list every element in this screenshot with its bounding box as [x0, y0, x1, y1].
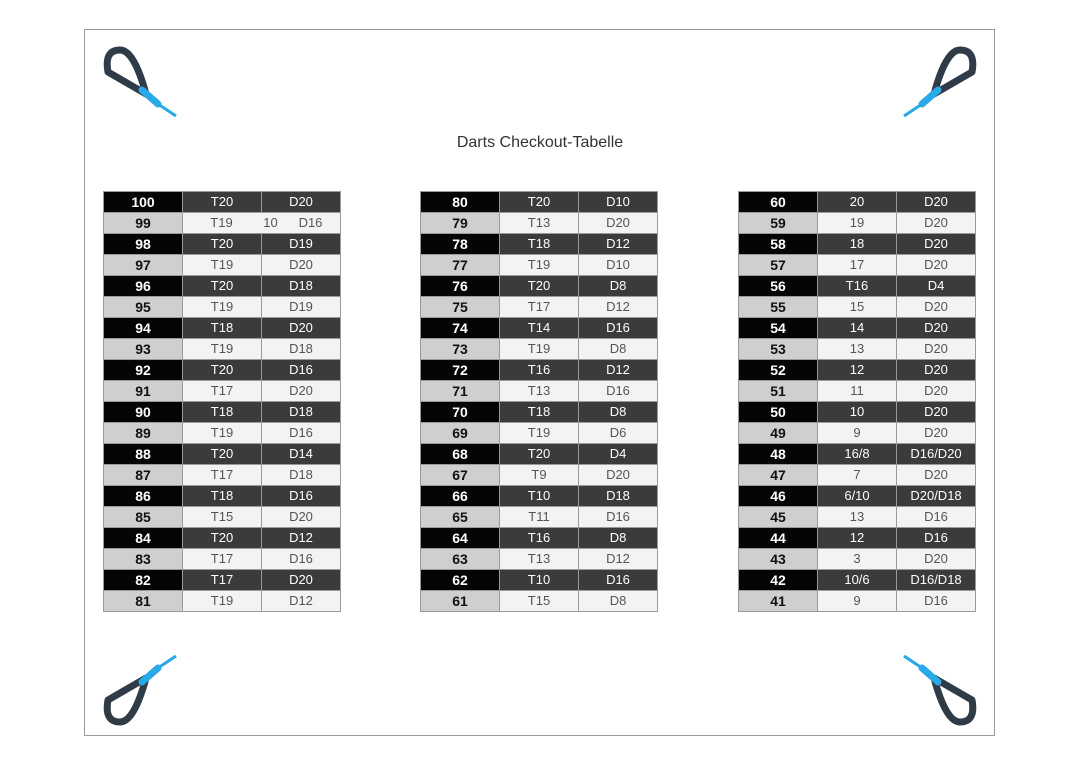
finish-dart-cell: D20 [897, 465, 976, 486]
checkout-table-100-81 [103, 191, 341, 612]
score-cell: 91 [104, 381, 183, 402]
score-cell: 92 [104, 360, 183, 381]
table-row [421, 549, 658, 570]
score-cell: 72 [421, 360, 500, 381]
table-row [739, 570, 976, 591]
finish-dart-cell: D20 [897, 318, 976, 339]
first-dart-cell: T15 [183, 507, 262, 528]
finish-dart-cell: D20 [262, 381, 341, 402]
finish-dart-cell: D8 [579, 591, 658, 612]
table-row [421, 255, 658, 276]
score-cell: 98 [104, 234, 183, 255]
table-row [104, 381, 341, 402]
score-cell: 84 [104, 528, 183, 549]
checkout-table-80-61 [420, 191, 658, 612]
finish-dart-cell: D20 [262, 318, 341, 339]
finish-dart-cell: D16 [298, 215, 323, 230]
table-row [421, 465, 658, 486]
finish-dart-cell: D16/D20 [897, 444, 976, 465]
dart-icon-bottom-right [900, 650, 980, 730]
dart-icon-top-right [900, 42, 980, 122]
first-dart-cell: 16/8 [818, 444, 897, 465]
finish-dart-cell: D18 [262, 276, 341, 297]
score-cell: 95 [104, 297, 183, 318]
second-dart-cell: 10 [263, 215, 278, 230]
finish-dart-cell: D12 [579, 234, 658, 255]
table-row [104, 297, 341, 318]
table-row [739, 444, 976, 465]
finish-dart-cell: D20 [897, 423, 976, 444]
first-dart-cell: T19 [183, 339, 262, 360]
score-cell: 54 [739, 318, 818, 339]
finish-dart-cell: D20 [262, 192, 341, 213]
score-cell: 45 [739, 507, 818, 528]
table-row [104, 234, 341, 255]
score-cell: 79 [421, 213, 500, 234]
table-row [421, 423, 658, 444]
first-dart-cell: T10 [500, 570, 579, 591]
score-cell: 88 [104, 444, 183, 465]
first-dart-cell: T19 [210, 215, 233, 230]
score-cell: 50 [739, 402, 818, 423]
score-cell: 77 [421, 255, 500, 276]
table-row [739, 549, 976, 570]
score-cell: 55 [739, 297, 818, 318]
first-dart-cell: T20 [500, 276, 579, 297]
checkout-table-60-41 [738, 191, 976, 612]
finish-dart-cell: D16 [579, 381, 658, 402]
first-dart-cell: 18 [818, 234, 897, 255]
table-row [739, 528, 976, 549]
table-row [104, 423, 341, 444]
finish-dart-cell: D10 [579, 192, 658, 213]
score-cell: 83 [104, 549, 183, 570]
finish-dart-cell: D20 [897, 213, 976, 234]
table-row [421, 444, 658, 465]
table-row [421, 528, 658, 549]
first-dart-cell: T20 [183, 444, 262, 465]
finish-dart-cell: D16 [579, 570, 658, 591]
first-dart-cell: 11 [818, 381, 897, 402]
table-row [739, 402, 976, 423]
finish-dart-cell: D12 [579, 297, 658, 318]
score-cell: 56 [739, 276, 818, 297]
first-dart-cell: T20 [500, 192, 579, 213]
score-cell: 96 [104, 276, 183, 297]
finish-dart-cell: D20 [262, 507, 341, 528]
score-cell: 48 [739, 444, 818, 465]
table-row [739, 297, 976, 318]
finish-dart-cell: D12 [579, 549, 658, 570]
table-row [421, 507, 658, 528]
first-dart-cell: T16 [500, 528, 579, 549]
table-row [104, 360, 341, 381]
score-cell: 62 [421, 570, 500, 591]
finish-dart-cell: D10 [579, 255, 658, 276]
finish-dart-cell: D12 [262, 528, 341, 549]
first-dart-cell: T17 [183, 549, 262, 570]
first-dart-cell: 12 [818, 528, 897, 549]
table-row [739, 318, 976, 339]
table-row [739, 507, 976, 528]
score-cell: 53 [739, 339, 818, 360]
finish-dart-cell: D18 [262, 465, 341, 486]
table-row [739, 486, 976, 507]
score-cell: 68 [421, 444, 500, 465]
score-cell: 49 [739, 423, 818, 444]
checkout-split-cell [183, 213, 341, 234]
table-row [104, 192, 341, 213]
dart-icon-bottom-left [100, 650, 180, 730]
score-cell: 99 [104, 213, 183, 234]
first-dart-cell: T17 [183, 465, 262, 486]
finish-dart-cell: D20 [897, 381, 976, 402]
finish-dart-cell: D12 [262, 591, 341, 612]
score-cell: 59 [739, 213, 818, 234]
first-dart-cell: 20 [818, 192, 897, 213]
first-dart-cell: 6/10 [818, 486, 897, 507]
score-cell: 93 [104, 339, 183, 360]
finish-dart-cell: D16 [262, 360, 341, 381]
table-row [104, 465, 341, 486]
table-row [739, 381, 976, 402]
first-dart-cell: T18 [183, 318, 262, 339]
score-cell: 80 [421, 192, 500, 213]
first-dart-cell: T16 [818, 276, 897, 297]
table-row [104, 591, 341, 612]
table-row [104, 276, 341, 297]
score-cell: 97 [104, 255, 183, 276]
score-cell: 89 [104, 423, 183, 444]
first-dart-cell: 10/6 [818, 570, 897, 591]
score-cell: 85 [104, 507, 183, 528]
table-row [421, 234, 658, 255]
table-row [739, 234, 976, 255]
table-row [421, 213, 658, 234]
table-row [739, 213, 976, 234]
finish-dart-cell: D6 [579, 423, 658, 444]
first-dart-cell: T19 [500, 423, 579, 444]
first-dart-cell: T19 [183, 423, 262, 444]
score-cell: 44 [739, 528, 818, 549]
finish-dart-cell: D20/D18 [897, 486, 976, 507]
first-dart-cell: 14 [818, 318, 897, 339]
first-dart-cell: 12 [818, 360, 897, 381]
table-row [421, 276, 658, 297]
first-dart-cell: T19 [500, 255, 579, 276]
table-row [739, 192, 976, 213]
finish-dart-cell: D16 [262, 549, 341, 570]
score-cell: 66 [421, 486, 500, 507]
first-dart-cell: 19 [818, 213, 897, 234]
finish-dart-cell: D16 [897, 591, 976, 612]
finish-dart-cell: D20 [897, 549, 976, 570]
score-cell: 41 [739, 591, 818, 612]
score-cell: 43 [739, 549, 818, 570]
table-row [104, 318, 341, 339]
first-dart-cell: T11 [500, 507, 579, 528]
score-cell: 63 [421, 549, 500, 570]
first-dart-cell: T18 [500, 402, 579, 423]
score-cell: 51 [739, 381, 818, 402]
first-dart-cell: T16 [500, 360, 579, 381]
finish-dart-cell: D8 [579, 276, 658, 297]
score-cell: 58 [739, 234, 818, 255]
finish-dart-cell: D16 [262, 423, 341, 444]
table-row [739, 339, 976, 360]
finish-dart-cell: D19 [262, 297, 341, 318]
score-cell: 82 [104, 570, 183, 591]
finish-dart-cell: D20 [897, 297, 976, 318]
finish-dart-cell: D20 [262, 255, 341, 276]
finish-dart-cell: D16 [579, 318, 658, 339]
table-row [104, 570, 341, 591]
first-dart-cell: T13 [500, 381, 579, 402]
finish-dart-cell: D18 [579, 486, 658, 507]
score-cell: 90 [104, 402, 183, 423]
table-row [739, 423, 976, 444]
finish-dart-cell: D4 [579, 444, 658, 465]
first-dart-cell: T20 [183, 528, 262, 549]
table-row [421, 381, 658, 402]
table-row [739, 255, 976, 276]
first-dart-cell: T19 [183, 297, 262, 318]
score-cell: 78 [421, 234, 500, 255]
finish-dart-cell: D20 [579, 465, 658, 486]
score-cell: 47 [739, 465, 818, 486]
first-dart-cell: T19 [500, 339, 579, 360]
first-dart-cell: T14 [500, 318, 579, 339]
score-cell: 70 [421, 402, 500, 423]
finish-dart-cell: D20 [262, 570, 341, 591]
dart-icon-top-left [100, 42, 180, 122]
table-row [421, 297, 658, 318]
first-dart-cell: T20 [183, 234, 262, 255]
table-row [104, 507, 341, 528]
finish-dart-cell: D18 [262, 402, 341, 423]
score-cell: 69 [421, 423, 500, 444]
table-row [421, 486, 658, 507]
first-dart-cell: T15 [500, 591, 579, 612]
table-row [421, 570, 658, 591]
score-cell: 42 [739, 570, 818, 591]
table-row [104, 549, 341, 570]
table-row [104, 486, 341, 507]
finish-dart-cell: D20 [897, 234, 976, 255]
table-row [739, 276, 976, 297]
first-dart-cell: T19 [183, 591, 262, 612]
first-dart-cell: T18 [183, 486, 262, 507]
finish-dart-cell: D16 [262, 486, 341, 507]
first-dart-cell: 9 [818, 423, 897, 444]
first-dart-cell: 17 [818, 255, 897, 276]
score-cell: 76 [421, 276, 500, 297]
first-dart-cell: 7 [818, 465, 897, 486]
score-cell: 67 [421, 465, 500, 486]
finish-dart-cell: D20 [897, 402, 976, 423]
first-dart-cell: T19 [183, 255, 262, 276]
first-dart-cell: 15 [818, 297, 897, 318]
first-dart-cell: 13 [818, 507, 897, 528]
table-row [104, 444, 341, 465]
finish-dart-cell: D8 [579, 402, 658, 423]
finish-dart-cell: D8 [579, 339, 658, 360]
table-row [421, 339, 658, 360]
table-row [104, 339, 341, 360]
score-cell: 61 [421, 591, 500, 612]
table-row [104, 255, 341, 276]
finish-dart-cell: D20 [579, 213, 658, 234]
score-cell: 100 [104, 192, 183, 213]
table-row [104, 528, 341, 549]
first-dart-cell: T20 [183, 276, 262, 297]
first-dart-cell: T13 [500, 549, 579, 570]
finish-dart-cell: D16 [897, 507, 976, 528]
first-dart-cell: T18 [183, 402, 262, 423]
finish-dart-cell: D16 [897, 528, 976, 549]
table-row [104, 402, 341, 423]
table-row [421, 591, 658, 612]
first-dart-cell: 13 [818, 339, 897, 360]
finish-dart-cell: D16/D18 [897, 570, 976, 591]
table-row [421, 402, 658, 423]
finish-dart-cell: D12 [579, 360, 658, 381]
table-row [421, 360, 658, 381]
first-dart-cell: T10 [500, 486, 579, 507]
score-cell: 46 [739, 486, 818, 507]
table-row [421, 192, 658, 213]
score-cell: 73 [421, 339, 500, 360]
first-dart-cell: 9 [818, 591, 897, 612]
score-cell: 52 [739, 360, 818, 381]
score-cell: 81 [104, 591, 183, 612]
first-dart-cell: T17 [500, 297, 579, 318]
score-cell: 65 [421, 507, 500, 528]
finish-dart-cell: D14 [262, 444, 341, 465]
first-dart-cell: T17 [183, 381, 262, 402]
score-cell: 86 [104, 486, 183, 507]
score-cell: 75 [421, 297, 500, 318]
finish-dart-cell: D4 [897, 276, 976, 297]
first-dart-cell: T20 [183, 192, 262, 213]
first-dart-cell: 10 [818, 402, 897, 423]
table-row [739, 465, 976, 486]
first-dart-cell: T13 [500, 213, 579, 234]
first-dart-cell: T17 [183, 570, 262, 591]
first-dart-cell: T18 [500, 234, 579, 255]
finish-dart-cell: D20 [897, 192, 976, 213]
finish-dart-cell: D16 [579, 507, 658, 528]
table-row [739, 591, 976, 612]
finish-dart-cell: D19 [262, 234, 341, 255]
finish-dart-cell: D8 [579, 528, 658, 549]
table-row [739, 360, 976, 381]
first-dart-cell: T20 [183, 360, 262, 381]
first-dart-cell: T9 [500, 465, 579, 486]
score-cell: 64 [421, 528, 500, 549]
score-cell: 60 [739, 192, 818, 213]
score-cell: 74 [421, 318, 500, 339]
page-title: Darts Checkout-Tabelle [456, 134, 624, 151]
score-cell: 71 [421, 381, 500, 402]
finish-dart-cell: D20 [897, 360, 976, 381]
table-row [421, 318, 658, 339]
finish-dart-cell: D20 [897, 255, 976, 276]
table-row [104, 213, 341, 234]
score-cell: 94 [104, 318, 183, 339]
first-dart-cell: 3 [818, 549, 897, 570]
finish-dart-cell: D18 [262, 339, 341, 360]
first-dart-cell: T20 [500, 444, 579, 465]
score-cell: 57 [739, 255, 818, 276]
finish-dart-cell: D20 [897, 339, 976, 360]
score-cell: 87 [104, 465, 183, 486]
